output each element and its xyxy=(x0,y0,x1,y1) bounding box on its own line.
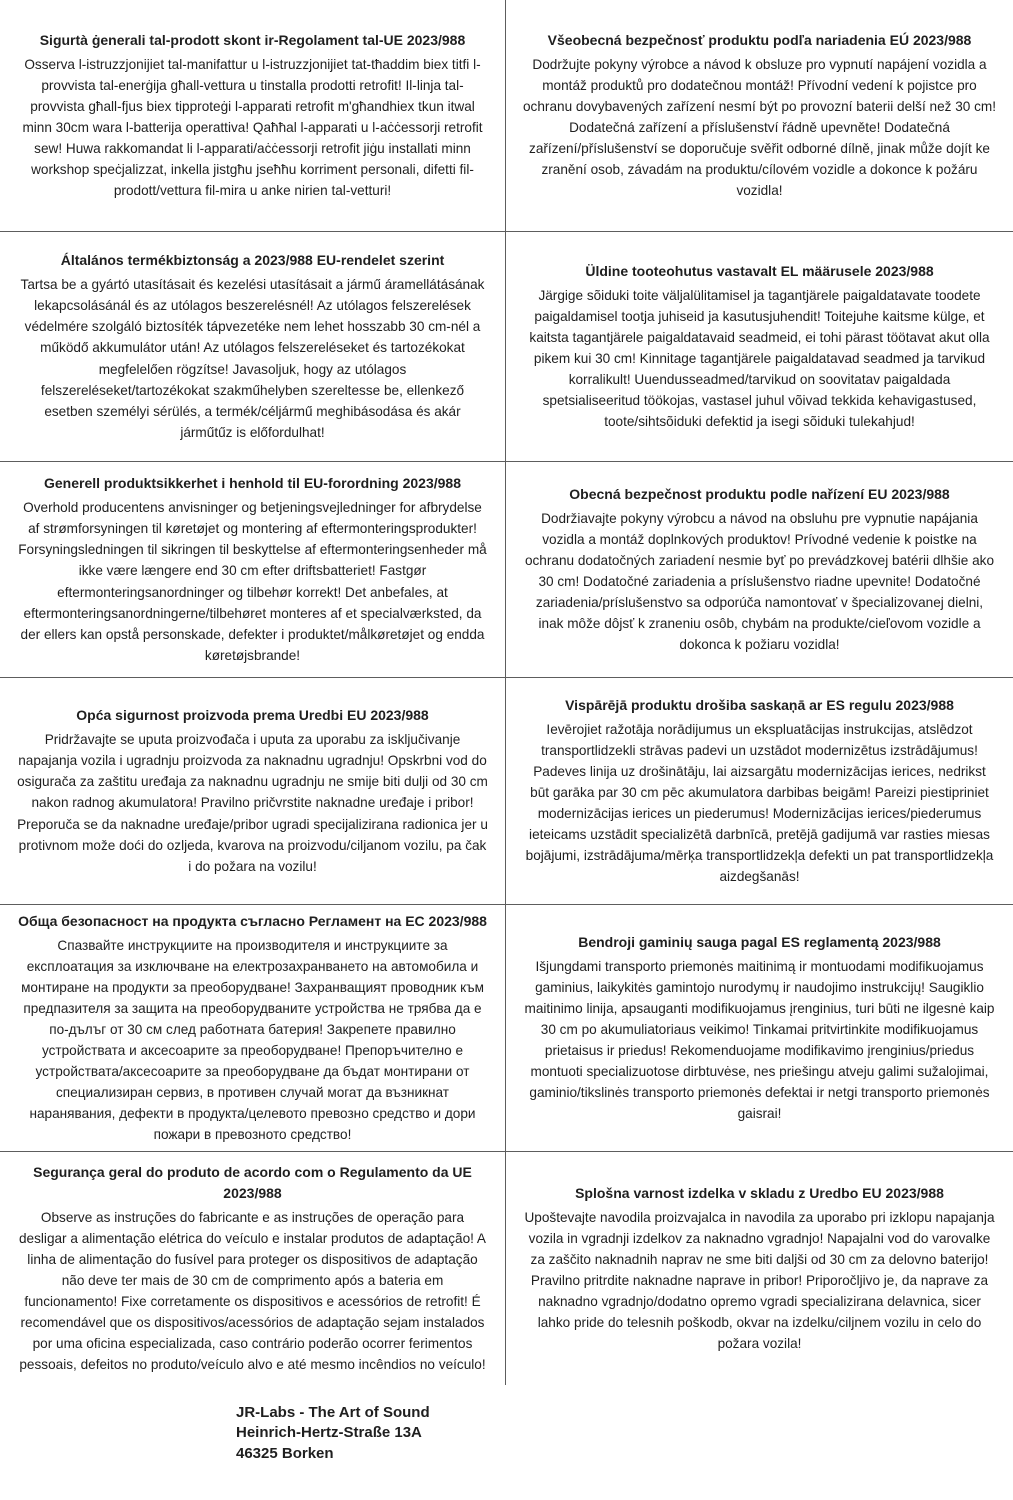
section-title-slovenian: Splošna varnost izdelka v skladu z Uredbo EU 2023/988 xyxy=(575,1184,944,1201)
section-body-danish: Overhold producentens anvisninger og betjeningsvejledninger for afbrydelse af strømforsyningen til køretøjet og montering af eftermonteringsprodukter! Forsyningsledningen til sikringen til beskyttelse af eftermonteringsenheder må ikke være længere end 30 cm efter driftsbatteriet! Fastgør eftermonteringsanordninger og tilbehør korrekt! Det anbefales, at eftermonteringsanordningerne/tilbehøret monteres af et specialværksted, da der ellers kan opstå personskade, defekter i produktet/målkøretøjet og endda køretøjsbrande! xyxy=(18,500,487,663)
section-body-maltese: Osserva l-istruzzjonijiet tal-manifattur u l-istruzzjonijiet tat-tħaddim biex titfi l-provvista tal-enerġija għall-vettura u tinstalla prodotti retrofit! Il-linja tal-provvista għall-fjus biex tipproteġi l-apparati retrofit m'għandhiex tkun itwal minn 30cm wara l-batterija operattiva! Qaħħal l-apparati u l-aċċessorji retrofit sew! Huwa rakkomandat li l-apparati/aċċessorji retrofit jiġu installati minn workshop speċjalizzat, inkella jistgħu jseħħu korriment personali, difetti fil-prodott/vettura fil-mira u anke nirien tal-vetturi! xyxy=(22,56,483,199)
section-slovak xyxy=(506,462,1013,678)
section-body-czech: Dodržujte pokyny výrobce a návod k obsluze pro vypnutí napájení vozidla a montáž produktů pro dodatečnou montáž! Přívodní vedení k pojistce pro ochranu dovybavených zařízení nesmí být po provozní baterii delší než 30 cm! Dodatečná zařízení a příslušenství řádně upevněte! Dodatečná zařízení/příslušenství se doporučuje svěřit odborné dílně, jinak může dojít ke zranění osob, závadám na produktu/cílovém vozidle a dokonce k požáru vozidla! xyxy=(523,56,997,199)
section-body-latvian: Ievērojiet ražotāja norādijumus un ekspluatācijas instrukcijas, atslēdzot transportlidzekli strāvas padevi un uzstādot modernizētus izstrādājumus! Padeves linija uz drošinātāju, lai aizsargātu modernizācijas ierices, nedrikst būt garāka par 30 cm pēc akumulatora darbibas beigām! Pareizi piestipriniet modernizācijas ierices un piederumus! Modernizācijas ierices/piederumus ieteicams uzstādit specializētā darbnīcā, pretējā gadijumā var rasties miesas bojājumi, izstrādājuma/mērķa transportlidzekļa defekti un pat transportlidzekļa aizdegšanās! xyxy=(525,721,994,885)
section-title-danish: Generell produktsikkerhet i henhold til EU-forordning 2023/988 xyxy=(44,475,461,492)
section-title-slovak: Obecná bezpečnost produktu podle nařízení EU 2023/988 xyxy=(569,485,950,502)
footer-address xyxy=(236,1403,1013,1464)
section-title-bulgarian: Обща безопасност на продукта съгласно Регламент на ЕС 2023/988 xyxy=(18,912,487,929)
section-latvian xyxy=(506,678,1013,905)
footer-street: Heinrich-Hertz-Straße 13A xyxy=(236,1424,422,1442)
section-lithuanian xyxy=(506,905,1013,1152)
section-body-estonian: Järgige sõiduki toite väljalülitamisel ja tagantjärele paigaldatavate toodete paigaldamisel tootja juhiseid ja kasutusjuhendit! Toitejuhe kaitsme külge, et kaitsta tagantjärele paigaldatavaid seadmeid, ei tohi pärast töötavat akut olla pikem kui 30 cm! Kinnitage tagantjärele paigaldatavad seadmed ja tarvikud korralikult! Uuendusseadmed/tarvikud on soovitatav paigaldada spetsialiseeritud töökojas, vastasel juhul võivad tekkida kehavigastused, toote/sihtsõiduki defektid ja isegi sõiduki tulekahjud! xyxy=(529,287,990,430)
section-maltese xyxy=(0,0,506,232)
section-title-croatian: Opća sigurnost proizvoda prema Uredbi EU 2023/988 xyxy=(76,707,429,724)
section-title-lithuanian: Bendroji gaminių sauga pagal ES reglamentą 2023/988 xyxy=(578,933,941,950)
section-body-hungarian: Tartsa be a gyártó utasításait és kezelési utasításait a jármű áramellátásának lekapcsolásánál és az utólagos beszerelésnél! Az utólagos felszerelések védelmére szolgáló biztosíték tápvezetéke nem lehet hosszabb 30 cm-nél a működő akkumulátor után! Az utólagos felszereléseket és tartozékokat megfelelően rögzítse! Javasoljuk, hogy az utólagos felszereléseket/tartozékokat szakműhelyben szereltesse be, ellenkező esetben személyi sérülés, a termék/céljármű meghibásodása és akár járműtűz is előfordulhat! xyxy=(20,277,485,440)
section-body-slovak: Dodržiavajte pokyny výrobcu a návod na obsluhu pre vypnutie napájania vozidla a montáž doplnkových produktov! Prívodné vedenie k poistke na ochranu dodatočných zariadení nesmie byť po prevádzkovej batérii dlhšie ako 30 cm! Dodatočné zariadenia a príslušenstvo riadne upevnite! Dodatočné zariadenia/príslušenstvo sa odporúča namontovať v špecializovanej dielni, inak môže dôjsť k zraneniu osôb, chybám na produkte/cieľovom vozidle a dokonca k požiaru vozidla! xyxy=(524,510,995,653)
section-body-bulgarian: Спазвайте инструкциите на производителя и инструкциите за експлоатация за изключване на електрозахранването на автомобила и монтиране на продукти за преоборудване! Захранващият проводник към предпазителя за защита на преоборудваните устройства не трябва да е по-дълъг от 30 см след работната батерия! Закрепете правилно устройствата и аксесоарите за преоборудване! Препоръчително е устройствата/аксесоарите за преоборудване да бъдат монтирани от специализиран сервиз, в противен случай могат да възникнат наранявания, дефекти в продукта/целевото превозно средство и дори пожари в превозното средство! xyxy=(21,937,484,1143)
section-hungarian xyxy=(0,232,506,462)
section-danish xyxy=(0,462,506,678)
section-croatian xyxy=(0,678,506,905)
section-bulgarian xyxy=(0,905,506,1152)
section-body-lithuanian: Išjungdami transporto priemonės maitinimą ir montuodami modifikuojamus gaminius, laikykitės gamintojo nurodymų ir naudojimo instrukcijų! Saugiklio maitinimo linija, apsauganti modifikuojamus įrenginius, turi būti ne ilgesnė kaip 30 cm po akumuliatoriaus veikimo! Tinkamai pritvirtinkite modifikuojamus prietaisus ir priedus! Rekomenduojame modifikavimo įrenginius/priedus montuoti specializuotose dirbtuvėse, nes priešingu atveju galimi sužalojimai, gaminio/tikslinės transporto priemonės defektai ir netgi transporto priemonės gaisrai! xyxy=(524,958,995,1122)
section-title-estonian: Üldine tooteohutus vastavalt EL määrusele 2023/988 xyxy=(585,262,934,279)
section-title-portuguese: Segurança geral do produto de acordo com o Regulamento da UE 2023/988 xyxy=(33,1163,472,1201)
footer-city: 46325 Borken xyxy=(236,1444,334,1462)
section-body-croatian: Pridržavajte se uputa proizvođača i uputa za uporabu za isključivanje napajanja vozila i ugradnju proizvoda za naknadnu ugradnju! Opskrbni vod do osigurača za zaštitu uređaja za naknadnu ugradnju ne smije biti dulji od 30 cm nakon radnog akumulatora! Pravilno pričvrstite naknadne uređaje i pribor! Preporuča se da naknadne uređaje/pribor ugradi specijalizirana radionica jer u protivnom može doći do ozljeda, kvarova na proizvodu/ciljanom vozilu, pa čak i do požara na vozilu! xyxy=(17,732,488,874)
section-title-latvian: Vispārējā produktu drošiba saskaņā ar ES regulu 2023/988 xyxy=(565,696,954,713)
section-portuguese xyxy=(0,1152,506,1385)
section-estonian xyxy=(506,232,1013,462)
section-body-portuguese: Observe as instruções do fabricante e as instruções de operação para desligar a alimentação elétrica do veículo e instalar produtos de adaptação! A linha de alimentação do fusível para proteger os dispositivos de adaptação não deve ter mais de 30 cm de comprimento após a bateria em funcionamento! Fixe corretamente os dispositivos e acessórios de retrofit! É recomendável que os dispositivos/acessórios de adaptação sejam instalados por uma oficina especializada, caso contrário poderão ocorrer ferimentos pessoais, defeitos no produto/veículo alvo e até mesmo incêndios no veículo! xyxy=(18,1209,486,1373)
section-title-czech: Všeobecná bezpečnosť produktu podľa nariadenia EÚ 2023/988 xyxy=(547,31,972,48)
section-title-maltese: Sigurtà ġenerali tal-prodott skont ir-Regolament tal-UE 2023/988 xyxy=(39,31,466,48)
section-czech xyxy=(506,0,1013,232)
footer-company-name: JR-Labs - The Art of Sound xyxy=(236,1404,430,1421)
section-title-hungarian: Általános termékbiztonság a 2023/988 EU-rendelet szerint xyxy=(60,252,445,269)
section-body-slovenian: Upoštevajte navodila proizvajalca in navodila za uporabo pri izklopu napajanja vozila in vgradnji izdelkov za naknadno vgradnjo! Napajalni vod do varovalke za zaščito naknadnih naprav ne sme biti daljši od 30 cm za delovno baterijo! Pravilno pritrdite naknadne naprave in pribor! Priporočljivo je, da naprave za naknadno vgradnjo/dodatno opremo vgradi specializirana delavnica, sicer lahko pride do telesnih poškodb, okvar na izdelku/ciljnem vozilu in celo do požara vozila! xyxy=(524,1209,995,1352)
section-slovenian xyxy=(506,1152,1013,1385)
